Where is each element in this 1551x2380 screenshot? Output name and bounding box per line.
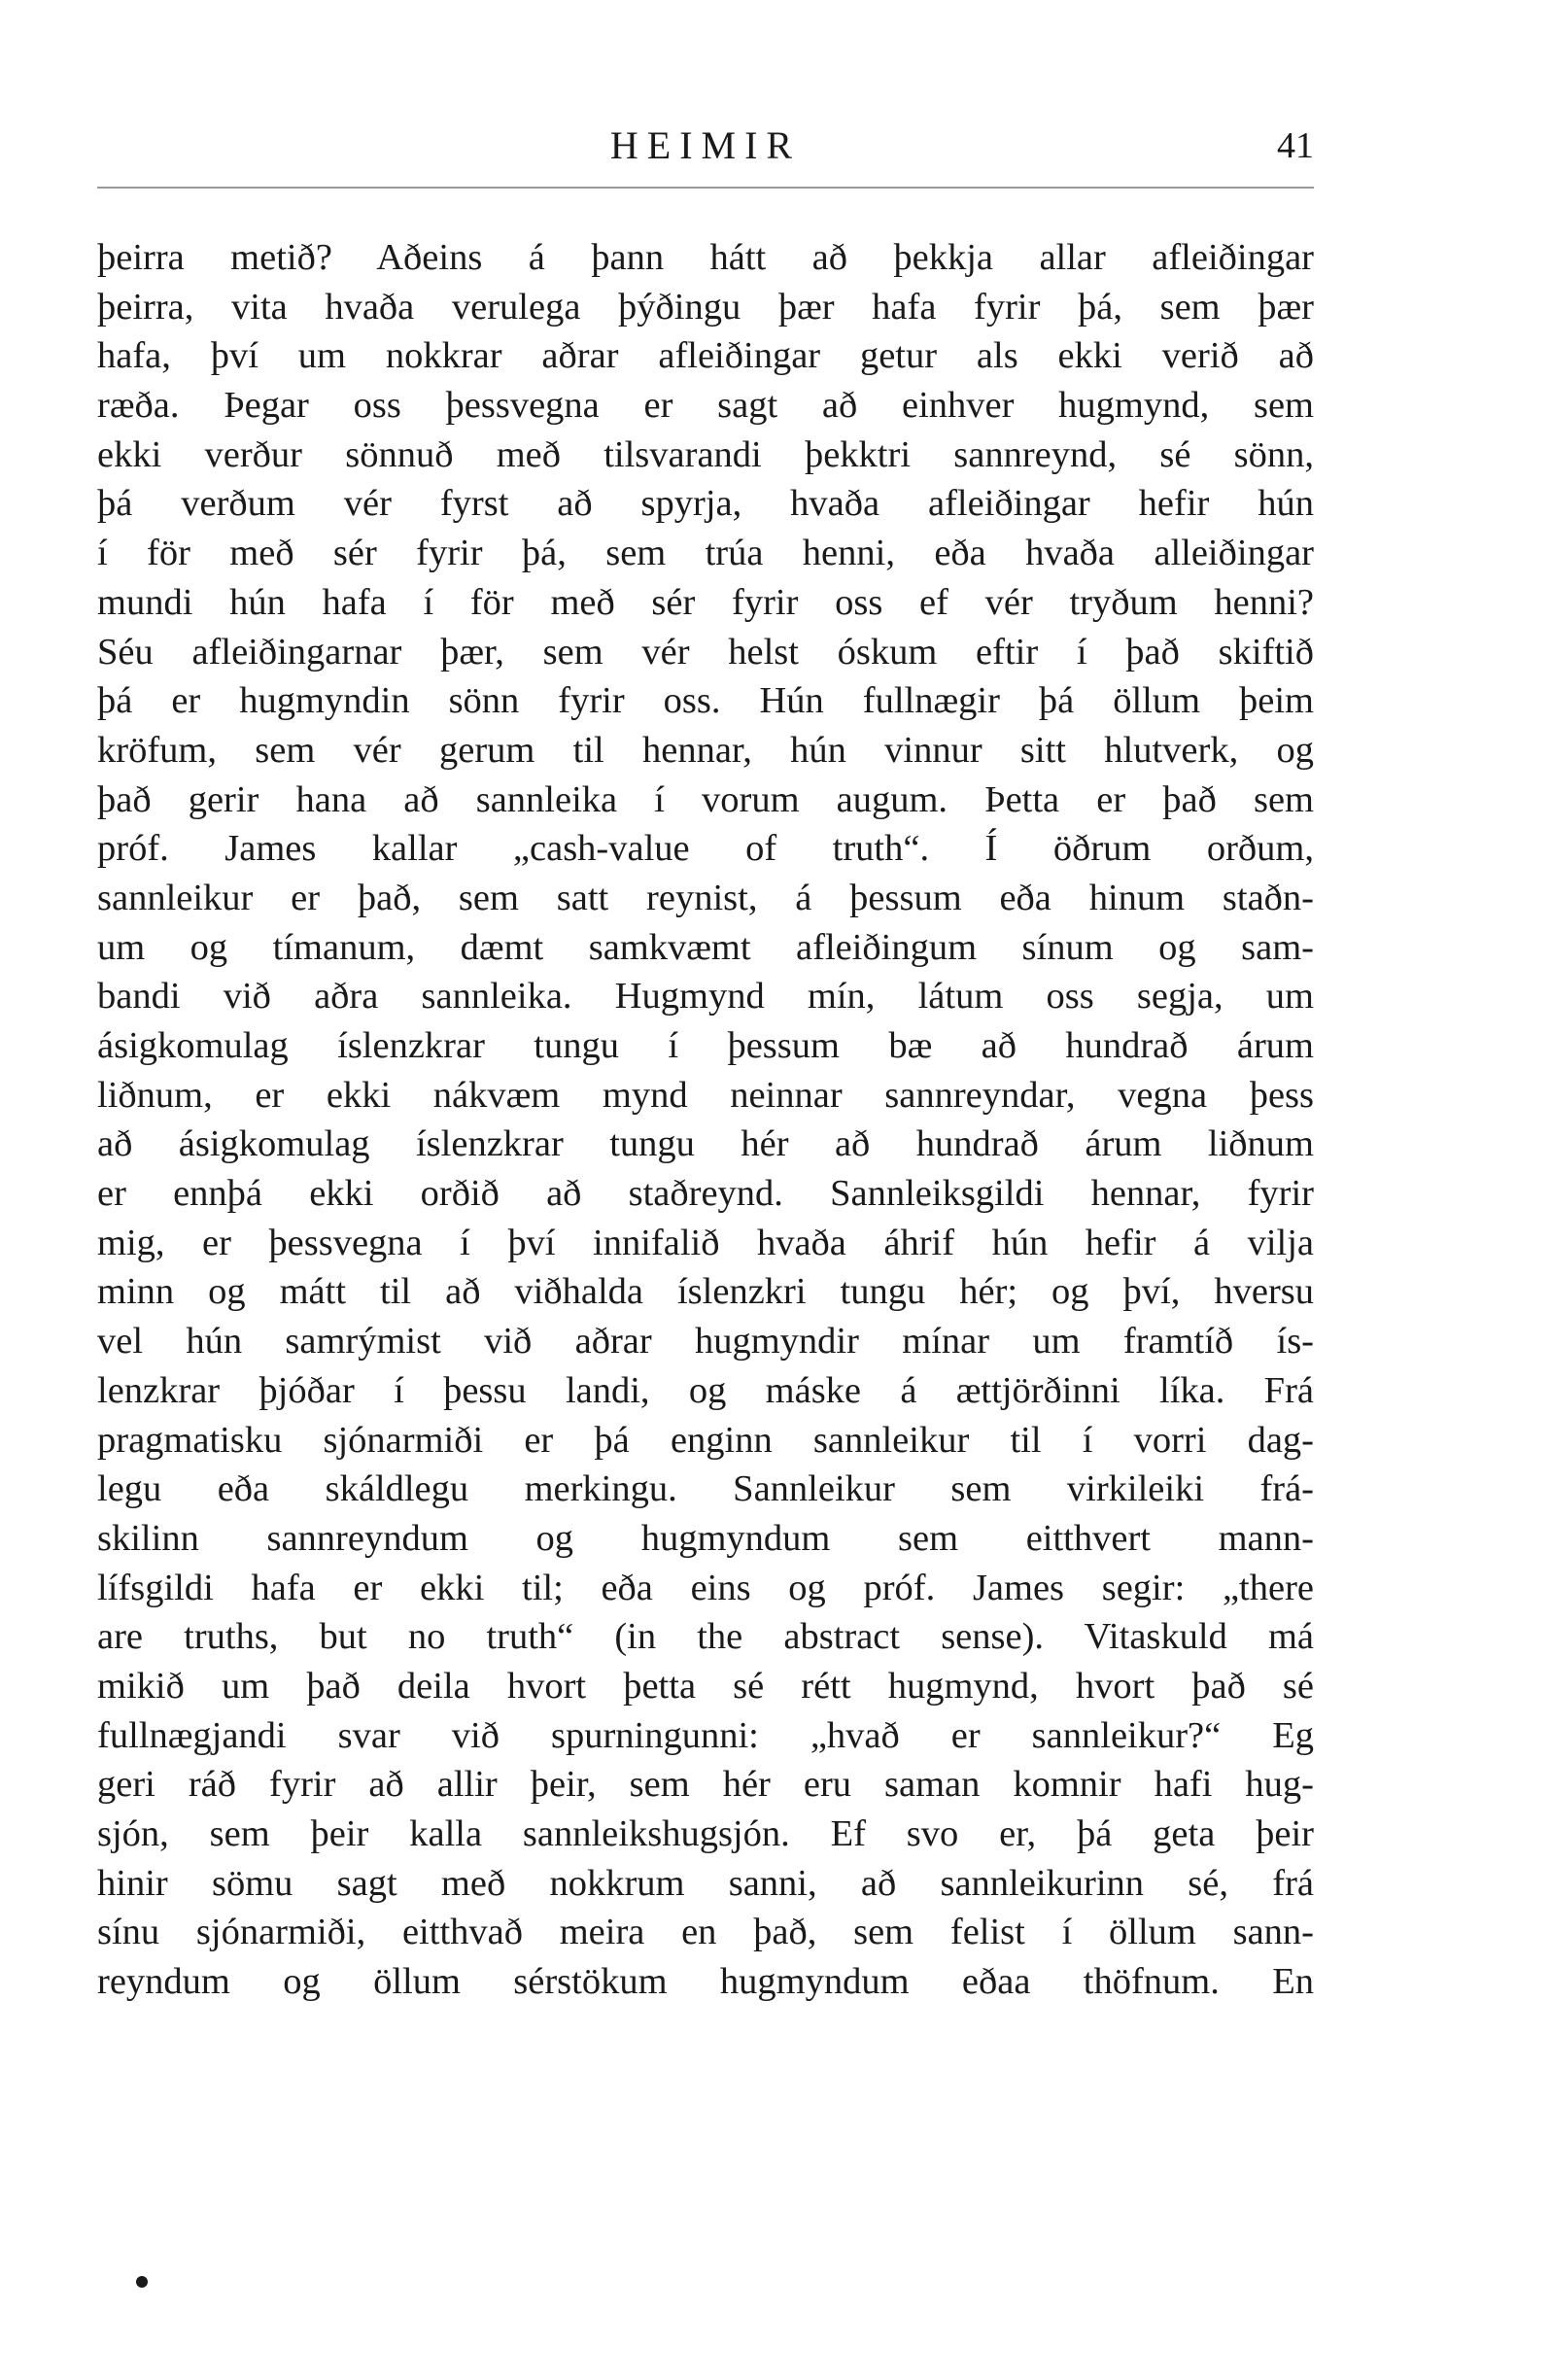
text-line: þá verðum vér fyrst að spyrja, hvaða afleiðingar hefir hún <box>97 483 1314 525</box>
text-line: Séu afleiðingarnar þær, sem vér helst óskum eftir í það skiftið <box>97 631 1314 673</box>
page-number: 41 <box>1277 125 1314 166</box>
text-line: mikið um það deila hvort þetta sé rétt hugmynd, hvort það sé <box>97 1665 1314 1707</box>
text-line: are truths, but no truth“ (in the abstract sense). Vitaskuld má <box>97 1616 1314 1658</box>
text-line: geri ráð fyrir að allir þeir, sem hér eru saman komnir hafi hug- <box>97 1764 1314 1806</box>
text-line: vel hún samrýmist við aðrar hugmyndir mínar um framtíð ís- <box>97 1321 1314 1362</box>
text-line: ræða. Þegar oss þessvegna er sagt að einhver hugmynd, sem <box>97 385 1314 427</box>
text-line: þeirra metið? Aðeins á þann hátt að þekkja allar afleiðingar <box>97 237 1314 278</box>
text-line: í för með sér fyrir þá, sem trúa henni, eða hvaða alleiðingar <box>97 533 1314 574</box>
text-line: mig, er þessvegna í því innifalið hvaða áhrif hún hefir á vilja <box>97 1222 1314 1263</box>
text-line: legu eða skáldlegu merkingu. Sannleikur sem virkileiki frá- <box>97 1468 1314 1510</box>
text-line: það gerir hana að sannleika í vorum augum. Þetta er það sem <box>97 778 1314 820</box>
text-line: er ennþá ekki orðið að staðreynd. Sannleiksgildi hennar, fyrir <box>97 1173 1314 1215</box>
header-rule <box>97 187 1314 189</box>
ink-dot <box>136 2276 148 2288</box>
text-line: lífsgildi hafa er ekki til; eða eins og próf. James segir: „there <box>97 1567 1314 1608</box>
running-title: HEIMIR <box>609 123 802 167</box>
text-line: lenzkrar þjóðar í þessu landi, og máske á ættjörðinni líka. Frá <box>97 1369 1314 1411</box>
text-line: sannleikur er það, sem satt reynist, á þessum eða hinum staðn- <box>97 877 1314 918</box>
text-line: kröfum, sem vér gerum til hennar, hún vinnur sitt hlutverk, og <box>97 729 1314 771</box>
text-line: ekki verður sönnuð með tilsvarandi þekktri sannreynd, sé sönn, <box>97 433 1314 475</box>
text-line: hafa, því um nokkrar aðrar afleiðingar getur als ekki verið að <box>97 335 1314 377</box>
body-text <box>97 233 1314 2007</box>
text-line: hinir sömu sagt með nokkrum sanni, að sannleikurinn sé, frá <box>97 1862 1314 1904</box>
text-line: að ásigkomulag íslenzkrar tungu hér að hundrað árum liðnum <box>97 1123 1314 1165</box>
text-line: þá er hugmyndin sönn fyrir oss. Hún fullnægir þá öllum þeim <box>97 680 1314 722</box>
text-line: bandi við aðra sannleika. Hugmynd mín, látum oss segja, um <box>97 976 1314 1018</box>
text-line: reyndum og öllum sérstökum hugmyndum eðaa thöfnum. En <box>97 1961 1314 2003</box>
text-line: minn og mátt til að viðhalda íslenzkri tungu hér; og því, hversu <box>97 1271 1314 1313</box>
text-line: fullnægjandi svar við spurningunni: „hvað er sannleikur?“ Eg <box>97 1714 1314 1756</box>
text-line: pragmatisku sjónarmiði er þá enginn sannleikur til í vorri dag- <box>97 1419 1314 1461</box>
text-line: sjón, sem þeir kalla sannleikshugsjón. Ef svo er, þá geta þeir <box>97 1813 1314 1854</box>
text-line: skilinn sannreyndum og hugmyndum sem eitthvert mann- <box>97 1517 1314 1559</box>
text-line: mundi hún hafa í för með sér fyrir oss ef vér tryðum henni? <box>97 581 1314 623</box>
page-header <box>97 117 1314 175</box>
text-line: um og tímanum, dæmt samkvæmt afleiðingum sínum og sam- <box>97 926 1314 968</box>
text-line: próf. James kallar „cash-value of truth“. Í öðrum orðum, <box>97 828 1314 870</box>
text-line: sínu sjónarmiði, eitthvað meira en það, sem felist í öllum sann- <box>97 1912 1314 1953</box>
text-line: ásigkomulag íslenzkrar tungu í þessum bæ að hundrað árum <box>97 1025 1314 1066</box>
text-line: liðnum, er ekki nákvæm mynd neinnar sannreyndar, vegna þess <box>97 1074 1314 1116</box>
text-line: þeirra, vita hvaða verulega þýðingu þær hafa fyrir þá, sem þær <box>97 286 1314 328</box>
